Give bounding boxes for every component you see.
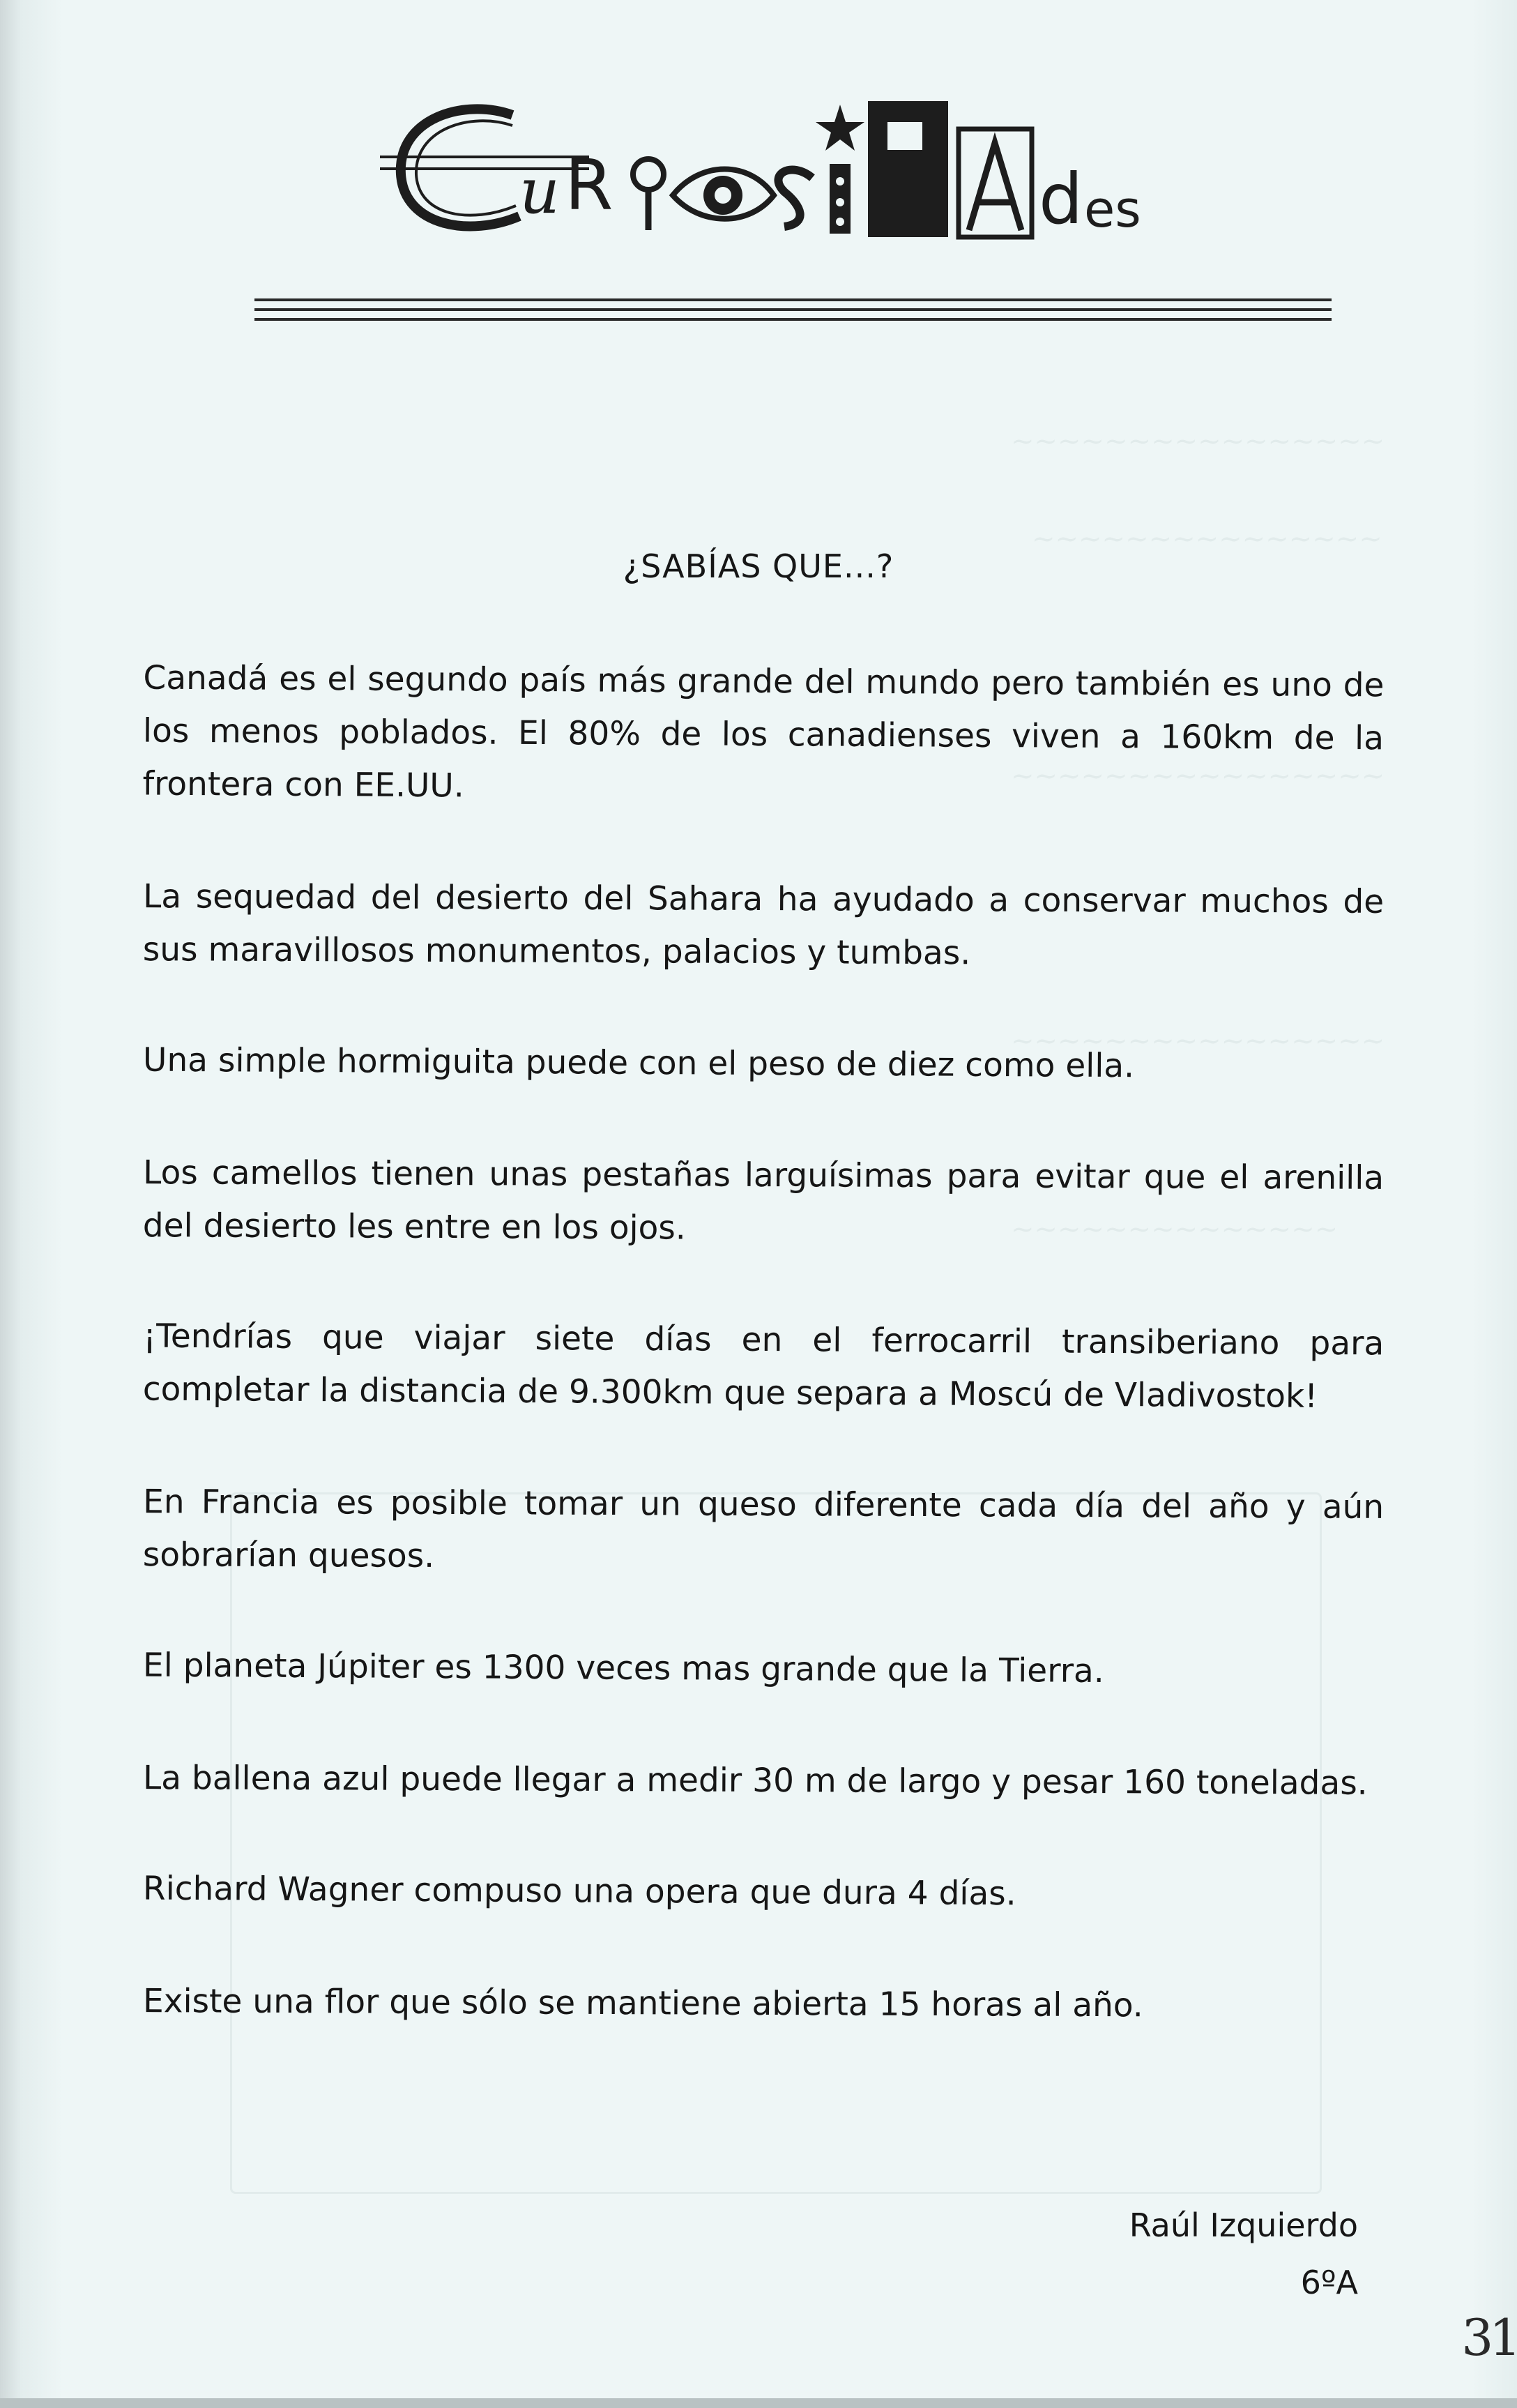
logo-letter-s <box>778 170 812 227</box>
show-through: ~~~~~~~~~~~~~~~~ <box>1011 425 1385 457</box>
fact-item: Richard Wagner compuso una opera que dura 4 días. <box>142 1869 1016 1914</box>
author-signature <box>1129 2197 1358 2311</box>
fact-item: La ballena azul puede llegar a medir 30 m de largo y pesar 160 toneladas. <box>142 1759 1368 1803</box>
fact-item: La sequedad del desierto del Sahara ha ayudado a conservar muchos de sus maravillosos monumentos, palacios y tumbas. <box>142 877 1385 973</box>
fact-item: En Francia es posible tomar un queso diferente cada día del año y aún sobrarían quesos. <box>142 1483 1385 1575</box>
fact-item: ¡Tendrías que viajar siete días en el ferrocarril transiberiano para completar la distancia de 9.300km que separa a Moscú de Vladivostok! <box>142 1317 1385 1416</box>
show-through: ~~~~~~~~~~~~~~~ <box>1032 523 1382 555</box>
svg-text:es: es <box>1084 180 1141 238</box>
page-number: 31 <box>1461 2308 1517 2367</box>
author-class: 6ºA <box>1300 2264 1358 2301</box>
fact-item: El planeta Júpiter es 1300 veces mas grande que la Tierra. <box>142 1646 1104 1690</box>
logo-letter-i <box>633 159 664 190</box>
fact-item: Los camellos tienen unas pestañas larguísimas para evitar que el arenilla del desierto les entre en los ojos. <box>142 1153 1385 1248</box>
author-name: Raúl Izquierdo <box>1129 2206 1358 2244</box>
logo-letter-i-star <box>816 105 864 151</box>
title-rule-middle <box>254 308 1332 311</box>
logo-letter-r: R <box>565 144 613 226</box>
section-heading: ¿SABÍAS QUE...? <box>623 547 894 585</box>
title-rule-bottom <box>254 318 1332 321</box>
logo-letter-u: u <box>519 155 560 228</box>
fact-item: Existe una flor que sólo se mantiene abierta 15 horas al año. <box>142 1982 1143 2025</box>
show-through: ~~~~~~~~~~~~~~~~ <box>1011 760 1385 792</box>
facts-list <box>143 656 1384 2089</box>
logo-letters-des: d <box>1039 158 1083 240</box>
title-rule-top <box>254 298 1332 301</box>
title-logo <box>380 91 1217 251</box>
show-through: ~~~~~~~~~~~~~~~~ <box>1011 1025 1385 1057</box>
logo-letter-d <box>868 101 948 237</box>
page-edge <box>0 2398 1517 2408</box>
fact-item: Una simple hormiguita puede con el peso de diez como ella. <box>142 1040 1135 1086</box>
show-through: ~~~~~~~~~~~~~~ <box>1011 1213 1339 1245</box>
fact-item: Canadá es el segundo país más grande del mundo pero también es uno de los menos poblados. El 80% de los canadienses viven a 160km de la frontera con EE.UU. <box>142 658 1385 805</box>
